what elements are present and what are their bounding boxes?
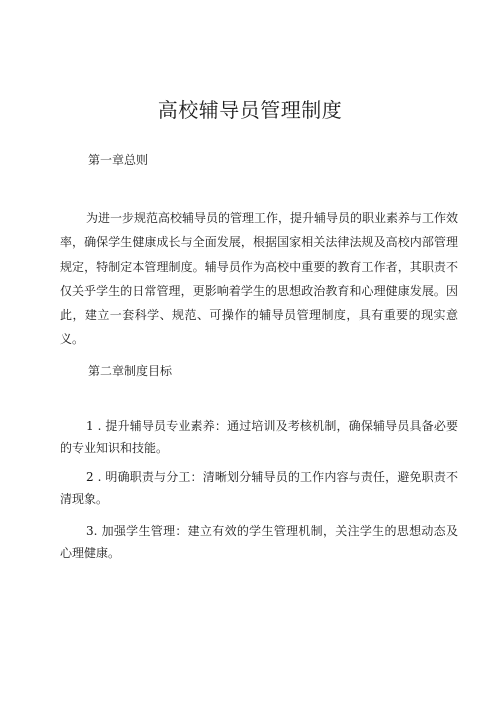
document-title: 高校辅导员管理制度 <box>157 98 343 122</box>
chapter-1-paragraph: 为进一步规范高校辅导员的管理工作，提升辅导员的职业素养与工作效率，确保学生健康成长与全面发展，根据国家相关法律法规及高校内部管理规定，特制定本管理制度。辅导员作为高校中重要的教育工作者，其职责不仅关乎学生的日常管理，更影响着学生的思想政治教育和心理健康发展。因此，建立一套科学、规范、可操作的辅导员管理制度，具有重要的现实意义。 <box>60 211 459 347</box>
goal-item-1: 1 . 提升辅导员专业素养：通过培训及考核机制，确保辅导员具备必要的专业知识和技能。 <box>60 419 458 455</box>
chapter-1-heading: 第一章总则 <box>88 153 149 167</box>
chapter-2-heading: 第二章制度目标 <box>88 364 173 378</box>
goal-item-3: 3. 加强学生管理：建立有效的学生管理机制，关注学生的思想动态及心理健康。 <box>60 524 458 560</box>
goal-item-2: 2 . 明确职责与分工：清晰划分辅导员的工作内容与责任，避免职责不清现象。 <box>60 470 458 506</box>
